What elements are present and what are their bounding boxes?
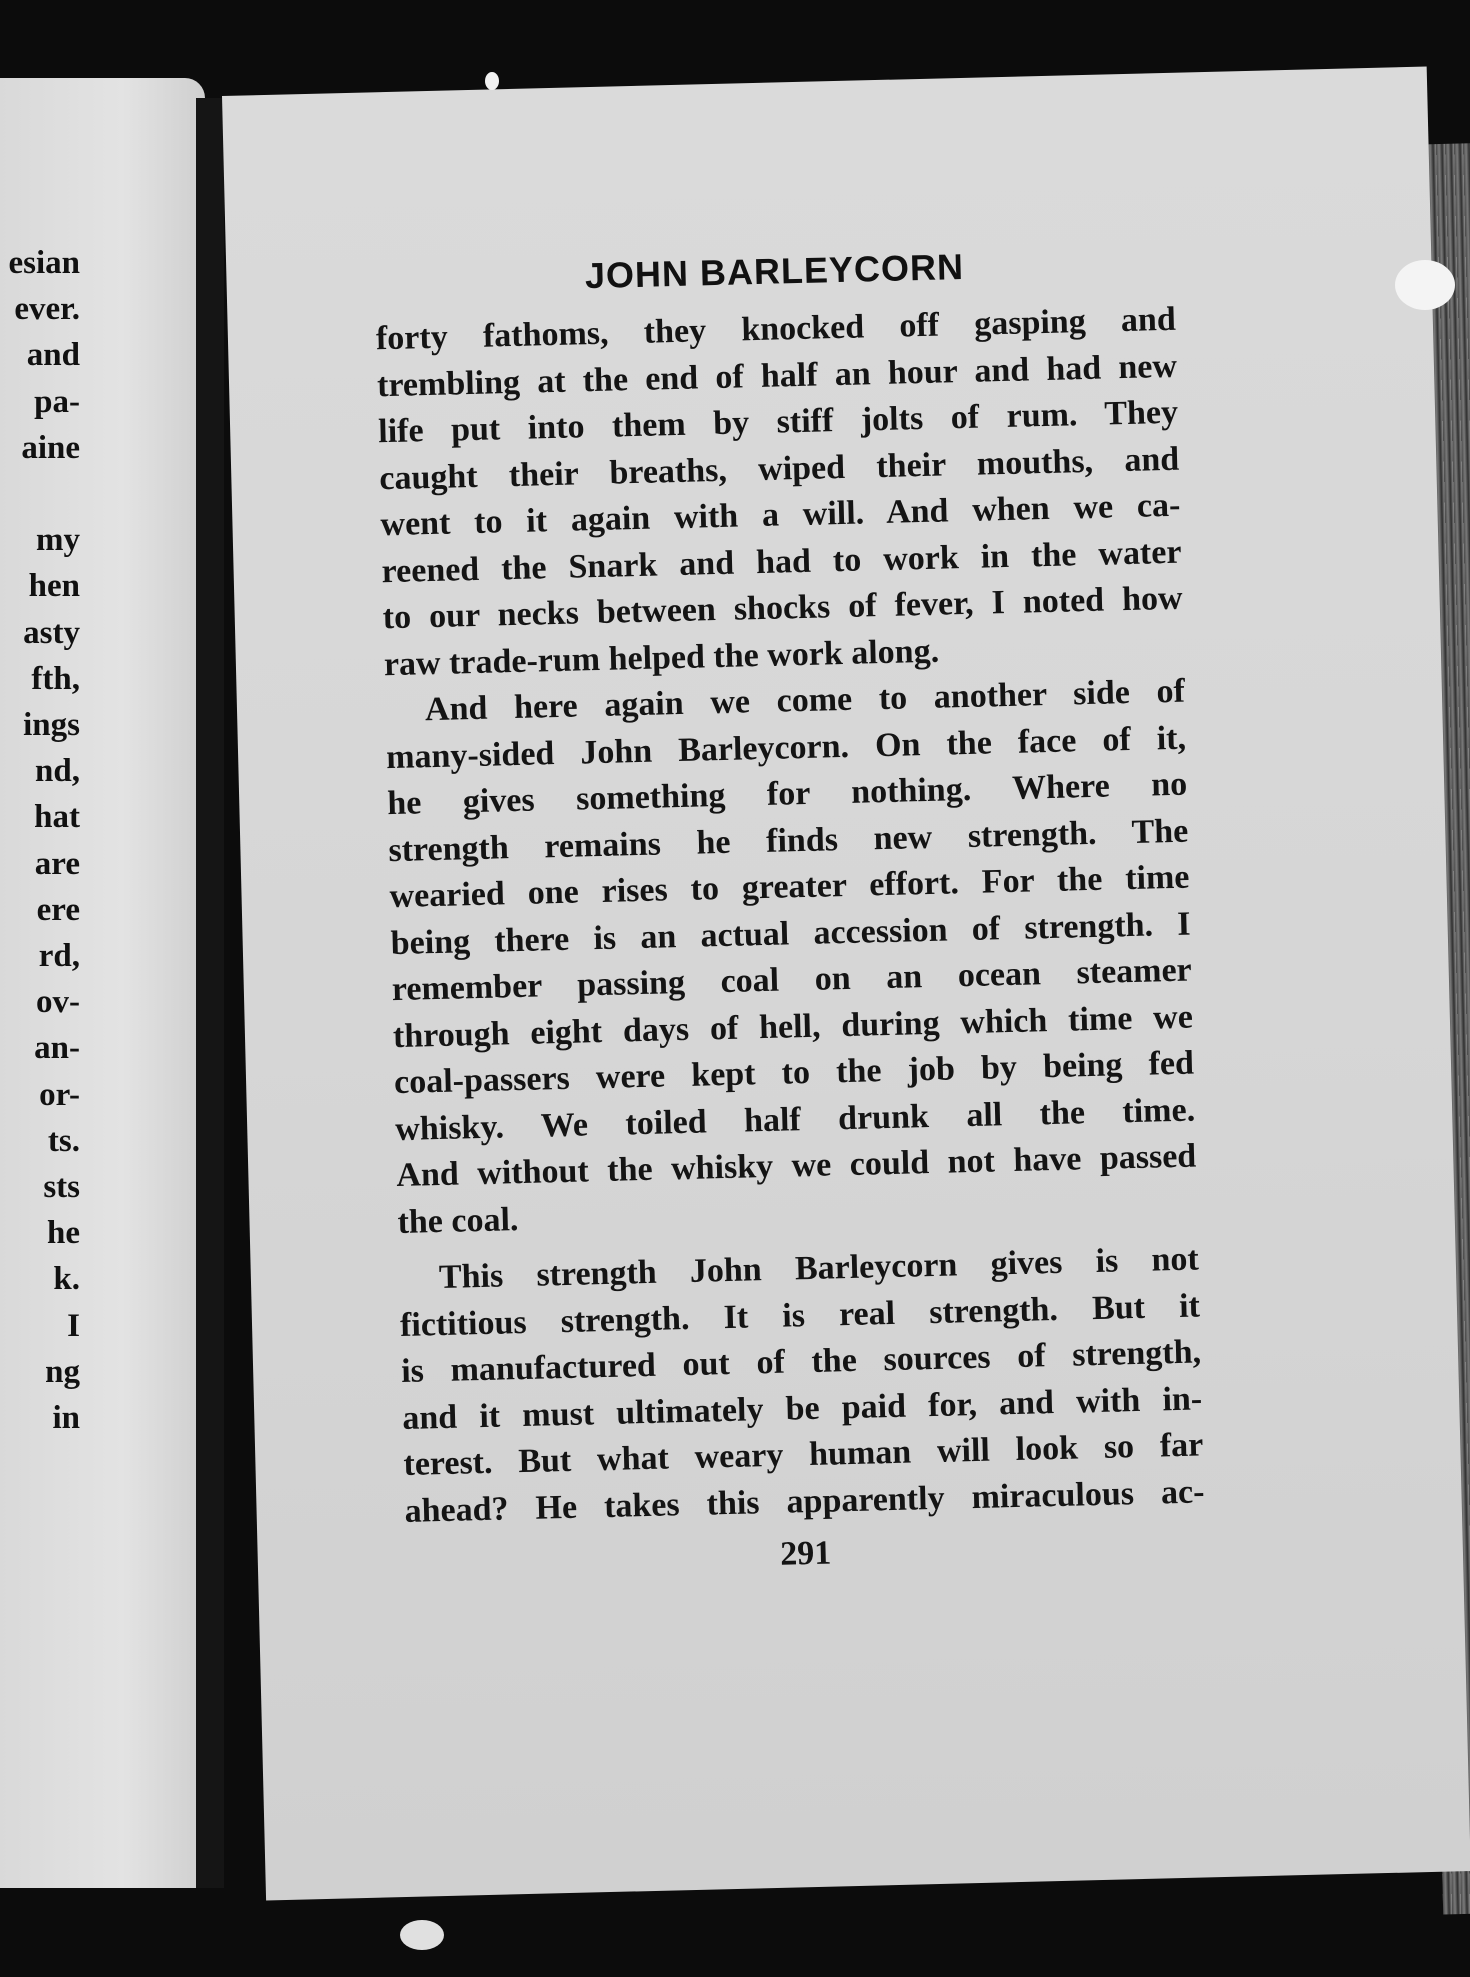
left-page-fragment: asty (23, 614, 80, 651)
left-page-fragment: or- (39, 1076, 80, 1113)
text-line: forty fathoms, they knocked off gasping and (375, 300, 1177, 358)
left-page-fragment: fth, (31, 660, 80, 697)
left-page-fragment: and (26, 337, 80, 374)
left-page-fragment: ov- (36, 984, 80, 1021)
text-line: This strength John Barleycorn gives is not (438, 1240, 1200, 1297)
text-line: And without the whisky we could not have passed (395, 1137, 1197, 1195)
paragraph-1 (375, 297, 1184, 688)
text-line: is manufactured out of the sources of strength, (400, 1333, 1202, 1390)
left-page-fragment: k. (53, 1261, 80, 1298)
left-page-fragment: he (47, 1215, 80, 1252)
left-page-fragment: an- (34, 1030, 80, 1067)
left-page-fragment: ts. (47, 1122, 80, 1159)
text-line: the coal. (397, 1200, 519, 1241)
text-block (374, 241, 1206, 1583)
text-line: coal-passers were kept to the job by being fed (393, 1044, 1195, 1102)
left-page (0, 78, 205, 1888)
text-line: whisky. We toiled half drunk all the time. (394, 1091, 1196, 1148)
text-line: And here again we come to another side of (424, 672, 1186, 729)
running-head: JOHN BARLEYCORN (584, 245, 965, 297)
text-line: raw trade-rum helped the work along. (383, 632, 940, 683)
paragraph-3 (398, 1236, 1205, 1534)
left-page-fragment: ings (23, 707, 80, 743)
text-line: being there is an actual accession of strength. I (390, 905, 1191, 962)
page-number: 291 (779, 1534, 832, 1573)
text-line: caught their breaths, wiped their mouths, and (378, 440, 1180, 497)
text-line: strength remains he finds new strength. The (388, 812, 1189, 869)
book-gutter (196, 98, 224, 1888)
text-line: many-sided John Barleycorn. On the face of it, (385, 719, 1187, 776)
left-page-fragment: ever. (14, 291, 80, 328)
text-line: to our necks between shocks of fever, I noted how (382, 579, 1184, 637)
text-line: life put into them by stiff jolts of rum. They (377, 393, 1179, 451)
left-page-fragment: rd, (38, 938, 80, 974)
paper-tear (1395, 260, 1455, 310)
text-line: trembling at the end of half an hour and had new (376, 347, 1178, 404)
text-line: fictitious strength. It is real strength. But it (399, 1286, 1201, 1344)
text-line: he gives something for nothing. Where no (386, 765, 1188, 823)
text-line: went to it again with a will. And when we ca- (380, 486, 1181, 544)
left-page-fragment: pa- (34, 383, 80, 420)
right-page (222, 67, 1470, 1901)
paper-speck (485, 72, 499, 90)
text-line: through eight days of hell, during which time we (392, 998, 1194, 1055)
left-page-fragment: sts (43, 1169, 80, 1205)
left-page-fragment: hat (34, 799, 80, 836)
left-page-fragment: aine (21, 429, 80, 466)
text-line: reened the Snark and had to work in the water (381, 533, 1182, 590)
left-page-fragment: nd, (35, 753, 80, 790)
text-line: remember passing coal on an ocean steamer (391, 951, 1193, 1009)
paragraph-2 (385, 669, 1198, 1246)
paper-speck (400, 1920, 444, 1950)
left-page-fragment: hen (28, 568, 80, 605)
left-page-fragment: esian (8, 245, 80, 281)
left-page-fragment: in (52, 1400, 80, 1436)
text-line: wearied one rises to greater effort. For the time (389, 858, 1190, 916)
text-line: ahead? He takes this apparently miraculous ac- (404, 1472, 1205, 1530)
left-page-fragment: ng (45, 1353, 80, 1390)
left-page-fragment: I (67, 1307, 80, 1344)
text-line: terest. But what weary human will look so far (403, 1426, 1204, 1483)
left-page-fragment: are (34, 845, 80, 882)
text-line: and it must ultimately be paid for, and with in- (401, 1379, 1203, 1437)
left-page-fragment: my (36, 522, 80, 559)
left-page-fragment: ere (36, 891, 80, 928)
